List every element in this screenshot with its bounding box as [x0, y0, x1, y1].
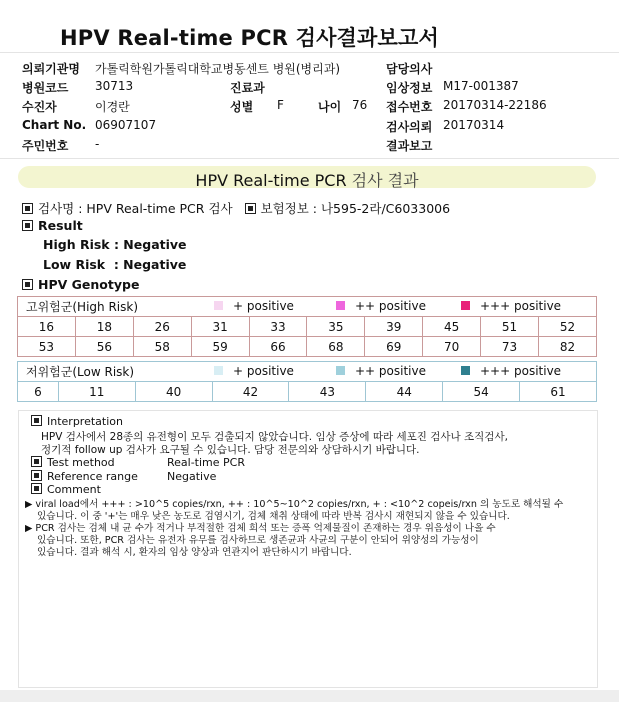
genotype-cell: 58	[133, 337, 191, 357]
genotype-cell: 43	[289, 382, 366, 402]
lr-legend-2-label: ++ positive	[355, 364, 426, 378]
band-title-ko: 검사 결과	[351, 171, 419, 190]
comment-label: Comment	[47, 483, 101, 496]
high-risk-genotype-table	[17, 296, 597, 357]
dept-label: 진료과	[230, 81, 265, 95]
hr-legend-2	[336, 299, 426, 313]
request-label: 검사의뢰	[386, 120, 433, 134]
bullet-square-icon	[31, 470, 42, 481]
comment-2-line-3: 있습니다. 결과 해석 시, 환자의 임상 양상과 연관지어 판단하시기 바랍니다.	[37, 547, 352, 558]
high-risk-caption-row	[18, 297, 597, 317]
genotype-cell: 52	[539, 317, 597, 337]
reference-range-row	[31, 470, 138, 483]
hr-legend-3-label: +++ positive	[480, 299, 562, 313]
insurance-info: 보험정보 : 나595-2라/C6033006	[260, 201, 451, 216]
lr-swatch-2	[336, 366, 345, 375]
genotype-heading	[22, 277, 139, 292]
comment-heading	[31, 483, 101, 496]
clinical-value: M17-001387	[443, 79, 519, 93]
genotype-cell: 33	[249, 317, 307, 337]
low-risk-caption: 저위험군(Low Risk)	[26, 365, 135, 379]
genotype-cell: 40	[135, 382, 212, 402]
receipt-value: 20170314-22186	[443, 98, 547, 112]
hr-swatch-1	[214, 301, 223, 310]
comment-2-line-1: ▶ PCR 검사는 검체 내 균 수가 적거나 부적절한 검체 희석 또는 증폭 억제물질이 존재하는 경우 위음성이 나올 수	[25, 523, 496, 534]
lr-legend-1	[214, 364, 294, 378]
genotype-cell: 68	[307, 337, 365, 357]
high-risk-caption: 고위험군(High Risk)	[26, 300, 138, 314]
genotype-cell: 42	[212, 382, 289, 402]
genotype-cell: 59	[191, 337, 249, 357]
band-title-en: HPV Real-time PCR	[195, 171, 347, 190]
high-risk-caption-cell	[18, 297, 597, 317]
interp-line-2: 정기적 follow up 검사가 요구될 수 있습니다. 담당 전문의와 상담하시기 바랍니다.	[41, 444, 420, 456]
genotype-cell: 66	[249, 337, 307, 357]
lr-swatch-1	[214, 366, 223, 375]
chart-label: Chart No.	[22, 118, 87, 132]
genotype-cell: 53	[18, 337, 76, 357]
hr-swatch-2	[336, 301, 345, 310]
bullet-square-icon	[31, 483, 42, 494]
interp-label: Interpretation	[47, 415, 123, 428]
lr-legend-3-label: +++ positive	[480, 364, 562, 378]
result-band	[18, 166, 596, 188]
report-title: HPV Real-time PCR 검사결과보고서	[60, 26, 439, 50]
genotype-cell: 54	[443, 382, 520, 402]
genotype-label: HPV Genotype	[38, 277, 140, 292]
lr-swatch-3	[461, 366, 470, 375]
title-divider	[0, 52, 619, 53]
comment-1-line-2: 있습니다. 이 중 '+'는 매우 낮은 농도로 검염시기, 검체 채취 상태에 따라 반복 검사시 재현되지 않을 수 있습니다.	[37, 511, 510, 522]
interpretation-panel	[18, 410, 598, 688]
bullet-square-icon	[31, 415, 42, 426]
genotype-cell: 82	[539, 337, 597, 357]
genotype-cell: 11	[58, 382, 135, 402]
collector-label: 수진자	[22, 100, 57, 114]
report-label: 결과보고	[386, 139, 433, 153]
comment-2-line-2: 있습니다. 또한, PCR 검사는 유전자 유무를 검사하므로 생존균과 사균의 구분이 안되어 위양성의 가능성이	[37, 535, 479, 546]
genotype-cell: 18	[75, 317, 133, 337]
bullet-square-icon	[22, 279, 33, 290]
ref-label: Reference range	[47, 470, 138, 483]
sex-label: 성별	[230, 100, 254, 114]
test-name: 검사명 : HPV Real-time PCR 검사	[38, 201, 233, 216]
genotype-cell: 73	[481, 337, 539, 357]
test-info-line	[22, 199, 450, 217]
interp-line-1: HPV 검사에서 28종의 유전형이 모두 검출되지 않았습니다. 임상 증상에 따라 세포진 검사나 조직검사,	[41, 431, 508, 443]
bullet-square-icon	[22, 203, 33, 214]
test-method-row	[31, 456, 115, 469]
hr-legend-1	[214, 299, 294, 313]
table-row	[18, 382, 597, 402]
header-divider	[0, 158, 619, 159]
low-risk-genotype-table	[17, 361, 597, 402]
method-label: Test method	[47, 456, 115, 469]
interpretation-heading	[31, 415, 123, 428]
hr-legend-2-label: ++ positive	[355, 299, 426, 313]
resident-label: 주민번호	[22, 139, 69, 153]
hospital-code-value: 30713	[95, 79, 134, 93]
comment-1-line-1: ▶ viral load에서 +++ : >10^5 copies/rxn, ++ : 10^5~10^2 copies/rxn, + : <10^2 copeis/rxn 의 농도로 해석될 수	[25, 499, 564, 510]
resident-value: -	[95, 137, 100, 151]
table-row	[18, 337, 597, 357]
genotype-cell: 69	[365, 337, 423, 357]
receipt-label: 접수번호	[386, 100, 433, 114]
low-risk-result: Low Risk : Negative	[43, 257, 187, 272]
hospital-code-label: 병원코드	[22, 81, 69, 95]
bullet-square-icon	[22, 220, 33, 231]
collector-value: 이경란	[95, 100, 130, 114]
hr-legend-3	[461, 299, 561, 313]
ref-value: Negative	[167, 470, 217, 483]
genotype-cell: 51	[481, 317, 539, 337]
lr-legend-3	[461, 364, 561, 378]
bullet-square-icon	[31, 456, 42, 467]
clinical-label: 임상정보	[386, 81, 433, 95]
high-risk-result: High Risk : Negative	[43, 237, 187, 252]
doctor-label: 담당의사	[386, 62, 433, 76]
age-label: 나이	[318, 100, 342, 114]
request-value: 20170314	[443, 118, 505, 132]
bottom-strip	[0, 690, 619, 702]
genotype-cell: 31	[191, 317, 249, 337]
chart-value: 06907107	[95, 118, 157, 132]
ordering-org-label: 의뢰기관명	[22, 62, 80, 76]
sex-value: F	[277, 98, 284, 112]
age-value: 76	[352, 98, 368, 112]
genotype-cell: 35	[307, 317, 365, 337]
method-value: Real-time PCR	[167, 456, 245, 469]
genotype-cell: 6	[18, 382, 59, 402]
ordering-org-value: 가톨릭학원가톨릭대학교병동센트 병원(병리과)	[95, 62, 341, 76]
hr-swatch-3	[461, 301, 470, 310]
genotype-cell: 39	[365, 317, 423, 337]
lr-legend-2	[336, 364, 426, 378]
hr-legend-1-label: + positive	[233, 299, 294, 313]
genotype-cell: 61	[520, 382, 597, 402]
genotype-cell: 45	[423, 317, 481, 337]
lr-legend-1-label: + positive	[233, 364, 294, 378]
genotype-cell: 16	[18, 317, 76, 337]
result-band-title	[18, 168, 596, 191]
genotype-cell: 44	[366, 382, 443, 402]
genotype-cell: 56	[75, 337, 133, 357]
bullet-square-icon	[245, 203, 256, 214]
genotype-cell: 26	[133, 317, 191, 337]
low-risk-caption-row	[18, 362, 597, 382]
table-row	[18, 317, 597, 337]
result-heading	[22, 218, 83, 233]
genotype-cell: 70	[423, 337, 481, 357]
result-label: Result	[38, 218, 83, 233]
low-risk-caption-cell	[18, 362, 597, 382]
